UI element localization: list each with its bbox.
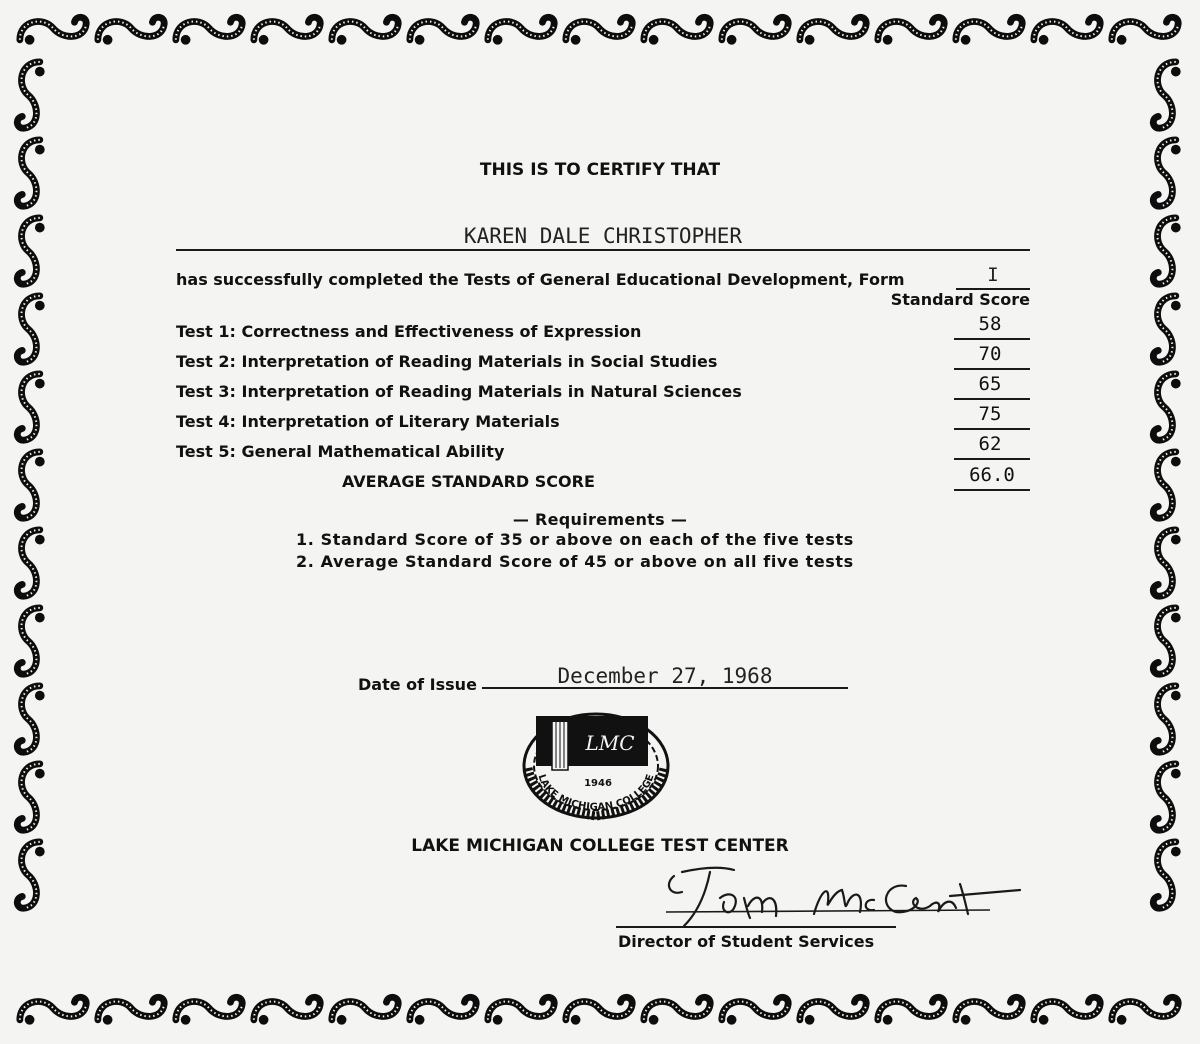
border-scroll-ornament bbox=[566, 997, 632, 1024]
border-scroll-ornament bbox=[722, 997, 788, 1024]
border-scroll-ornament bbox=[176, 997, 242, 1024]
signature-line bbox=[616, 926, 896, 928]
border-scroll-ornament bbox=[17, 296, 44, 362]
issuer-name: LAKE MICHIGAN COLLEGE TEST CENTER bbox=[411, 836, 789, 856]
score-column-header: Standard Score bbox=[890, 290, 1030, 309]
border-scroll-ornament bbox=[1112, 997, 1178, 1024]
director-signature bbox=[660, 862, 1060, 942]
border-scroll-ornament bbox=[17, 452, 44, 518]
score-line bbox=[954, 338, 1030, 340]
border-scroll-ornament bbox=[1153, 62, 1180, 128]
border-scroll-ornament bbox=[1153, 530, 1180, 596]
border-scroll-ornament bbox=[410, 997, 476, 1024]
requirement-item: 2. Average Standard Score of 45 or above on all five tests bbox=[296, 552, 854, 571]
score-line bbox=[954, 428, 1030, 430]
border-scroll-ornament bbox=[1153, 608, 1180, 674]
border-scroll-ornament bbox=[1153, 218, 1180, 284]
test-score: 62 bbox=[978, 433, 1002, 455]
border-scroll-ornament bbox=[254, 997, 320, 1024]
border-scroll-ornament bbox=[566, 17, 632, 44]
certificate-heading: THIS IS TO CERTIFY THAT bbox=[479, 160, 721, 180]
test-label: Test 4: Interpretation of Literary Materials bbox=[176, 412, 560, 431]
border-scroll-ornament bbox=[17, 374, 44, 440]
border-scroll-ornament bbox=[1153, 452, 1180, 518]
border-scroll-ornament bbox=[644, 997, 710, 1024]
signatory-title: Director of Student Services bbox=[618, 932, 875, 951]
test-label: Test 5: General Mathematical Ability bbox=[176, 442, 505, 461]
border-scroll-ornament bbox=[1034, 17, 1100, 44]
border-scroll-ornament bbox=[98, 997, 164, 1024]
border-scroll-ornament bbox=[956, 997, 1022, 1024]
border-scroll-ornament bbox=[98, 17, 164, 44]
date-of-issue: December 27, 1968 bbox=[557, 664, 773, 688]
border-scroll-ornament bbox=[800, 997, 866, 1024]
test-score: 58 bbox=[978, 313, 1002, 335]
border-scroll-ornament bbox=[1153, 764, 1180, 830]
completion-statement: has successfully completed the Tests of General Educational Development, Form bbox=[176, 270, 905, 289]
border-scroll-ornament bbox=[332, 17, 398, 44]
border-scroll-ornament bbox=[878, 997, 944, 1024]
test-label: Test 2: Interpretation of Reading Materials in Social Studies bbox=[176, 352, 718, 371]
border-scroll-ornament bbox=[17, 764, 44, 830]
score-line bbox=[954, 458, 1030, 460]
average-score: 66.0 bbox=[969, 464, 1015, 486]
border-scroll-ornament bbox=[20, 17, 86, 44]
test-label: Test 1: Correctness and Effectiveness of Expression bbox=[176, 322, 642, 341]
border-scroll-ornament bbox=[644, 17, 710, 44]
seal-monogram: LMC bbox=[585, 731, 635, 755]
test-score: 65 bbox=[978, 373, 1002, 395]
date-label: Date of Issue bbox=[358, 675, 477, 694]
border-scroll-ornament bbox=[1153, 686, 1180, 752]
border-scroll-ornament bbox=[1034, 997, 1100, 1024]
test-score: 70 bbox=[978, 343, 1002, 365]
border-scroll-ornament bbox=[878, 17, 944, 44]
border-scroll-ornament bbox=[254, 17, 320, 44]
border-scroll-ornament bbox=[17, 530, 44, 596]
border-scroll-ornament bbox=[20, 997, 86, 1024]
border-scroll-ornament bbox=[488, 17, 554, 44]
border-scroll-ornament bbox=[17, 686, 44, 752]
border-scroll-ornament bbox=[956, 17, 1022, 44]
border-scroll-ornament bbox=[1153, 374, 1180, 440]
score-line bbox=[954, 398, 1030, 400]
border-scroll-ornament bbox=[800, 17, 866, 44]
border-scroll-ornament bbox=[17, 62, 44, 128]
test-score: 75 bbox=[978, 403, 1002, 425]
average-label: AVERAGE STANDARD SCORE bbox=[342, 472, 595, 491]
border-scroll-ornament bbox=[722, 17, 788, 44]
border-scroll-ornament bbox=[410, 17, 476, 44]
form-value: I bbox=[987, 264, 999, 286]
seal-year: 1946 bbox=[584, 778, 612, 789]
requirements-heading: — Requirements — bbox=[512, 510, 688, 529]
average-score-line bbox=[954, 489, 1030, 491]
seal-ring-text: LAKE MICHIGAN COLLEGE bbox=[535, 773, 657, 814]
border-scroll-ornament bbox=[1112, 17, 1178, 44]
border-scroll-ornament bbox=[17, 608, 44, 674]
border-scroll-ornament bbox=[17, 218, 44, 284]
border-scroll-ornament bbox=[1153, 296, 1180, 362]
border-scroll-ornament bbox=[332, 997, 398, 1024]
recipient-name: KAREN DALE CHRISTOPHER bbox=[463, 224, 743, 248]
college-seal bbox=[516, 708, 676, 826]
date-line bbox=[482, 687, 848, 689]
score-line bbox=[954, 368, 1030, 370]
requirement-item: 1. Standard Score of 35 or above on each of the five tests bbox=[296, 530, 854, 549]
test-label: Test 3: Interpretation of Reading Materials in Natural Sciences bbox=[176, 382, 742, 401]
border-scroll-ornament bbox=[176, 17, 242, 44]
border-scroll-ornament bbox=[488, 997, 554, 1024]
recipient-name-line bbox=[176, 249, 1030, 251]
